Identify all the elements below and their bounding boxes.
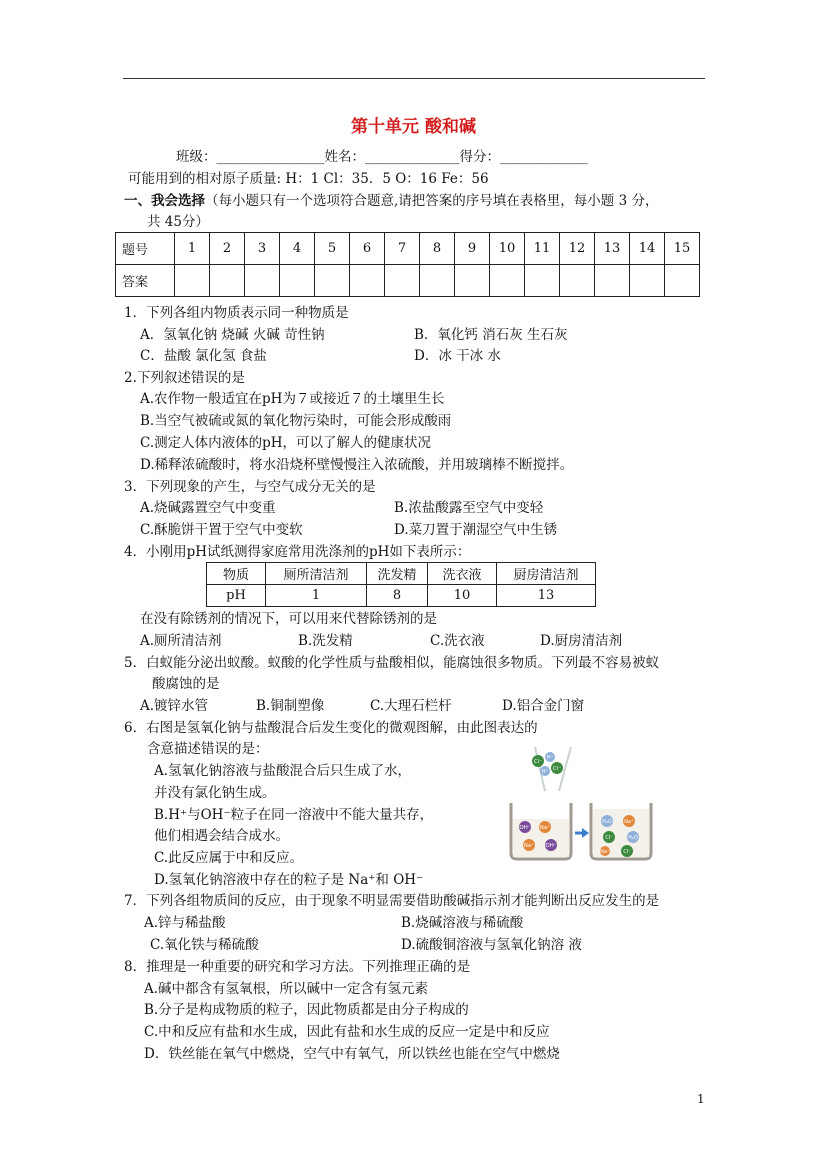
ph-table-header: 厨房清洁剂 — [497, 563, 596, 585]
water-molecule-label: H₂O — [628, 835, 638, 841]
atomic-mass-line: 可能用到的相对原子质量: H：1 Cl：35．5 O：16 Fe：56 — [128, 171, 489, 187]
q6-stem-2: 含意描述错误的是： — [147, 741, 269, 757]
q2-stem: 2.下列叙述错误的是 — [124, 370, 245, 386]
answer-cell[interactable] — [385, 265, 420, 297]
answer-table-number: 5 — [315, 233, 350, 265]
answer-table-answer-row — [116, 265, 700, 297]
student-info: 班级：________________姓名：______________得分：_____________ — [176, 149, 588, 165]
ph-table-header: 厕所清洁剂 — [266, 563, 367, 585]
answer-cell[interactable] — [420, 265, 455, 297]
q5-option-c: C.大理石栏杆 — [370, 698, 452, 714]
answer-cell[interactable] — [525, 265, 560, 297]
q7-stem: 7．下列各组物质间的反应，由于现象不明显需要借助酸碱指示剂才能判断出反应发生的是 — [124, 893, 660, 909]
answer-cell[interactable] — [630, 265, 665, 297]
q6-stem-1: 6．右图是氢氧化钠与盐酸混合后发生变化的微观图解，由此图表达的 — [124, 720, 538, 736]
q5-option-a: A.镀锌水管 — [140, 698, 209, 714]
chloride-ion-label: Cl⁻ — [605, 835, 613, 841]
ph-table-cell: 13 — [497, 585, 596, 607]
answer-table-number: 6 — [350, 233, 385, 265]
q4-follow: 在没有除锈剂的情况下，可以用来代替除锈剂的是 — [140, 611, 437, 627]
q8-option-c: C.中和反应有盐和水生成，因此有盐和水生成的反应一定是中和反应 — [144, 1024, 550, 1040]
answer-table-row-label: 题号 — [116, 233, 175, 265]
answer-table-number: 9 — [455, 233, 490, 265]
q8-stem: 8．推理是一种重要的研究和学习方法。下列推理正确的是 — [124, 959, 471, 975]
q1-option-b: B．氧化钙 消石灰 生石灰 — [414, 327, 568, 343]
answer-cell[interactable] — [350, 265, 385, 297]
q6-option-a-1: A.氢氧化钠溶液与盐酸混合后只生成了水， — [154, 763, 412, 779]
sodium-ion-label: Na⁺ — [600, 849, 610, 855]
q1-option-a: A．氢氧化钠 烧碱 火碱 苛性钠 — [140, 327, 325, 343]
q7-option-c: C.氧化铁与稀硫酸 — [150, 937, 259, 953]
answer-cell[interactable] — [490, 265, 525, 297]
answer-table-number-row — [116, 233, 700, 265]
hcl-particles — [532, 752, 563, 776]
q5-stem-1: 5．白蚁能分泌出蚁酸。蚁酸的化学性质与盐酸相似，能腐蚀很多物质。下列最不容易被蚁 — [124, 655, 660, 671]
arrow-icon — [575, 828, 589, 838]
neutralization-diagram — [505, 745, 655, 863]
answer-cell[interactable] — [280, 265, 315, 297]
q2-option-a: A.农作物一般适宜在pH为７或接近７的土壤里生长 — [140, 391, 445, 407]
sodium-ion-label: Na⁺ — [624, 819, 634, 825]
q4-option-d: D.厨房清洁剂 — [540, 633, 623, 649]
q4-option-c: C.洗衣液 — [430, 633, 485, 649]
q5-stem-2: 酸腐蚀的是 — [152, 676, 220, 692]
q4-option-b: B.洗发精 — [298, 633, 353, 649]
q2-option-c: C.测定人体内液体的pH，可以了解人的健康状况 — [140, 435, 432, 451]
answer-table-number: 7 — [385, 233, 420, 265]
answer-cell[interactable] — [315, 265, 350, 297]
chloride-ion-label: Cl⁻ — [533, 759, 543, 765]
ph-table-header: 物质 — [207, 563, 266, 585]
answer-cell[interactable] — [175, 265, 210, 297]
q6-option-c: C.此反应属于中和反应。 — [154, 850, 304, 866]
q3-stem: 3．下列现象的产生，与空气成分无关的是 — [124, 479, 376, 495]
page-title: 第十单元 酸和碱 — [351, 117, 476, 137]
answer-table-number: 14 — [630, 233, 665, 265]
q3-option-b: B.浓盐酸露至空气中变轻 — [394, 500, 544, 516]
chloride-ion-label: Cl⁻ — [623, 849, 631, 855]
q4-stem: 4．小刚用pH试纸测得家庭常用洗涤剂的pH如下表所示： — [124, 544, 471, 560]
hydroxide-ion-label: OH⁻ — [545, 843, 557, 849]
answer-cell[interactable] — [455, 265, 490, 297]
sodium-ion-label: Na⁺ — [539, 825, 551, 831]
q6-option-d: D.氢氧化钠溶液中存在的粒子是 Na⁺和 OH⁻ — [154, 872, 424, 888]
q6-option-b-2: 他们相遇会结合成水。 — [154, 828, 289, 844]
answer-table-number: 1 — [175, 233, 210, 265]
q7-option-d: D.硫酸铜溶液与氢氧化钠溶 液 — [401, 937, 582, 953]
answer-table-number: 13 — [595, 233, 630, 265]
ph-table-cell: pH — [207, 585, 266, 607]
hydrogen-ion-label: H⁺ — [546, 755, 554, 761]
ph-table-header-row — [207, 563, 596, 585]
answer-table-number: 4 — [280, 233, 315, 265]
chloride-ion-label: Cl⁻ — [552, 766, 562, 772]
q4-option-a: A.厕所清洁剂 — [140, 633, 222, 649]
q8-option-b: B.分子是构成物质的粒子，因此物质都是由分子构成的 — [144, 1002, 469, 1018]
ph-table-cell: 1 — [266, 585, 367, 607]
hydroxide-ion-label: OH⁻ — [519, 825, 531, 831]
q6-option-a-2: 并没有氯化钠生成。 — [154, 785, 276, 801]
header-rule — [123, 78, 705, 79]
ph-table-cell: 8 — [367, 585, 428, 607]
section-instructions-2: 共 45分） — [147, 214, 209, 230]
q3-option-d: D.菜刀置于潮湿空气中生锈 — [394, 522, 558, 538]
q1-option-c: C．盐酸 氯化氢 食盐 — [140, 348, 267, 364]
q1-option-d: D．冰 干冰 水 — [414, 348, 501, 364]
q7-option-a: A.锌与稀盐酸 — [144, 915, 226, 931]
q3-option-c: C.酥脆饼干置于空气中变软 — [140, 522, 303, 538]
q2-option-b: B.当空气被硫或氮的氧化物污染时，可能会形成酸雨 — [140, 413, 452, 429]
ph-table-value-row — [207, 585, 596, 607]
q6-option-b-1: B.H⁺与OH⁻粒子在同一溶液中不能大量共存， — [154, 807, 434, 823]
answer-cell[interactable] — [560, 265, 595, 297]
answer-table-row-label: 答案 — [116, 265, 175, 297]
ph-table — [206, 562, 596, 607]
section-heading-line — [124, 191, 658, 211]
answer-cell[interactable] — [210, 265, 245, 297]
sodium-ion-label: Na⁺ — [523, 843, 535, 849]
q5-option-b: B.铜制塑像 — [256, 698, 325, 714]
q3-option-a: A.烧碱露置空气中变重 — [140, 500, 276, 516]
page-number: 1 — [697, 1092, 705, 1106]
q5-option-d: D.铝合金门窗 — [502, 698, 585, 714]
answer-table-number: 12 — [560, 233, 595, 265]
answer-table-number: 15 — [665, 233, 700, 265]
q7-option-b: B.烧碱溶液与稀硫酸 — [401, 915, 524, 931]
answer-cell[interactable] — [595, 265, 630, 297]
answer-table-number: 3 — [245, 233, 280, 265]
answer-cell[interactable] — [665, 265, 700, 297]
q8-option-d: D．铁丝能在氧气中燃烧，空气中有氧气，所以铁丝也能在空气中燃烧 — [144, 1046, 560, 1062]
q2-option-d: D.稀释浓硫酸时，将水沿烧杯壁慢慢注入浓硫酸，并用玻璃棒不断搅拌。 — [140, 457, 574, 473]
hydrogen-ion-label: H⁺ — [541, 769, 549, 775]
answer-table-number: 8 — [420, 233, 455, 265]
q1-stem: 1．下列各组内物质表示同一种物质是 — [124, 305, 349, 321]
section-instructions: （每小题只有一个选项符合题意,请把答案的序号填在表格里，每小题 3 分， — [205, 193, 659, 209]
answer-table-number: 11 — [525, 233, 560, 265]
water-molecule-label: H₂O — [602, 819, 612, 825]
answer-cell[interactable] — [245, 265, 280, 297]
ph-table-header: 洗发精 — [367, 563, 428, 585]
q8-option-a: A.碱中都含有氢氧根，所以碱中一定含有氢元素 — [144, 981, 429, 997]
section-heading: 一、我会选择 — [124, 193, 205, 209]
answer-table-number: 2 — [210, 233, 245, 265]
ph-table-header: 洗衣液 — [428, 563, 497, 585]
ph-table-cell: 10 — [428, 585, 497, 607]
answer-table-number: 10 — [490, 233, 525, 265]
answer-table — [115, 232, 700, 297]
